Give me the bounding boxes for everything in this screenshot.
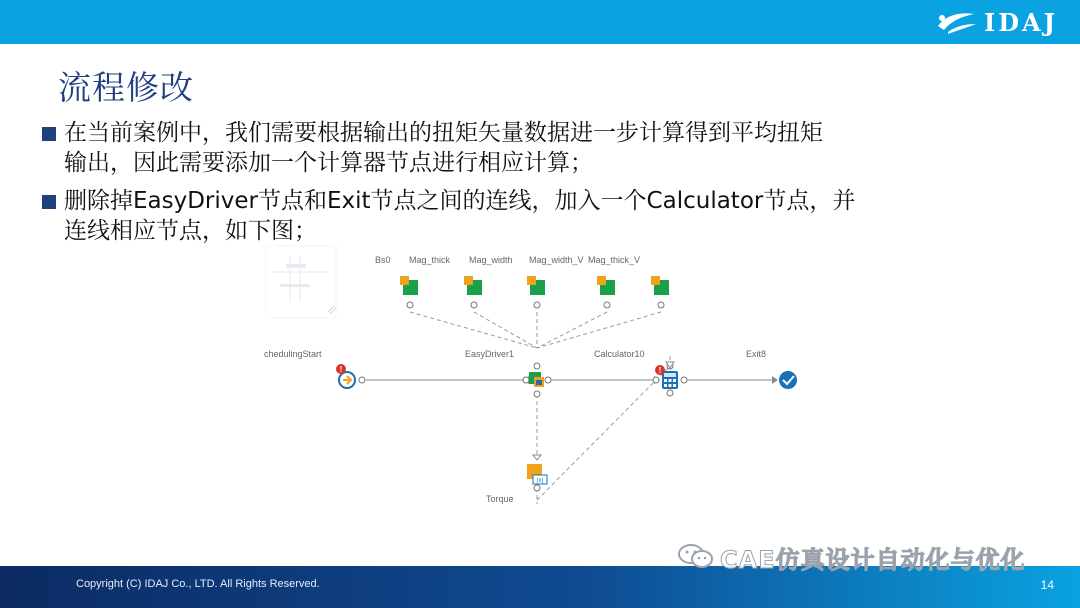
node-label-output: Torque [486,494,514,504]
header-bar [0,0,1080,44]
input-icon [464,276,473,285]
slide-title: 流程修改 [58,68,194,107]
exit-check-icon [779,371,797,389]
bullet-square-icon [42,127,56,141]
easydriver-node[interactable] [523,363,551,397]
input-node-mag-thick-v[interactable] [651,276,669,308]
copyright-text: Copyright (C) IDAJ Co., LTD. All Rights Reserved. [76,578,320,590]
torque-output-node[interactable] [527,455,547,491]
input-node-mag-width-v[interactable] [597,276,615,308]
bullet-2-line2: 连线相应节点，如下图； [64,218,317,244]
input-label-mag-thick: Mag_thick [409,255,451,265]
bullet-2 [42,186,1002,246]
input-node-mag-thick[interactable] [464,276,482,308]
bullet-square-icon [42,195,56,209]
svg-text:!: ! [339,365,343,374]
bullet-1 [42,118,1002,178]
start-node[interactable] [336,364,365,388]
node-label-driver: EasyDriver1 [465,349,515,359]
input-icon [651,276,660,285]
bullet-2-line1: 删除掉EasyDriver节点和Exit节点之间的连线，加入一个Calculator节点，并 [64,188,856,214]
node-label-calculator: Calculator10 [594,349,645,359]
node-label-exit: Exit8 [746,349,767,359]
page-number: 14 [1040,578,1054,592]
workflow-diagram [250,244,810,514]
input-icon [400,276,409,285]
idaj-logo [934,6,1058,38]
input-node-mag-width[interactable] [527,276,545,308]
input-icon [597,276,606,285]
exit-node[interactable] [779,371,797,389]
input-label-bs0: Bs0 [375,255,391,265]
input-label-mag-width: Mag_width [469,255,513,265]
bullet-1-line1: 在当前案例中，我们需要根据输出的扭矩矢量数据进一步计算得到平均扭矩 [64,120,823,146]
minimap-thumbnail [266,246,336,318]
watermark-text: CAE仿真设计自动化与优化 [720,546,1026,574]
input-label-mag-thick-v: Mag_thick_V [588,255,641,265]
input-node-bs0[interactable] [400,276,418,308]
input-label-mag-width-v: Mag_width_V [529,255,584,265]
input-icon [527,276,536,285]
svg-text:!: ! [658,366,662,375]
idaj-swoosh-icon [934,8,978,36]
bullet-1-line2: 输出，因此需要添加一个计算器节点进行相应计算； [64,150,593,176]
logo-text: IDAJ [983,7,1058,37]
svg-text:(x): (x) [536,478,544,484]
node-label-start: chedulingStart [264,349,322,359]
wechat-icon [676,542,716,570]
